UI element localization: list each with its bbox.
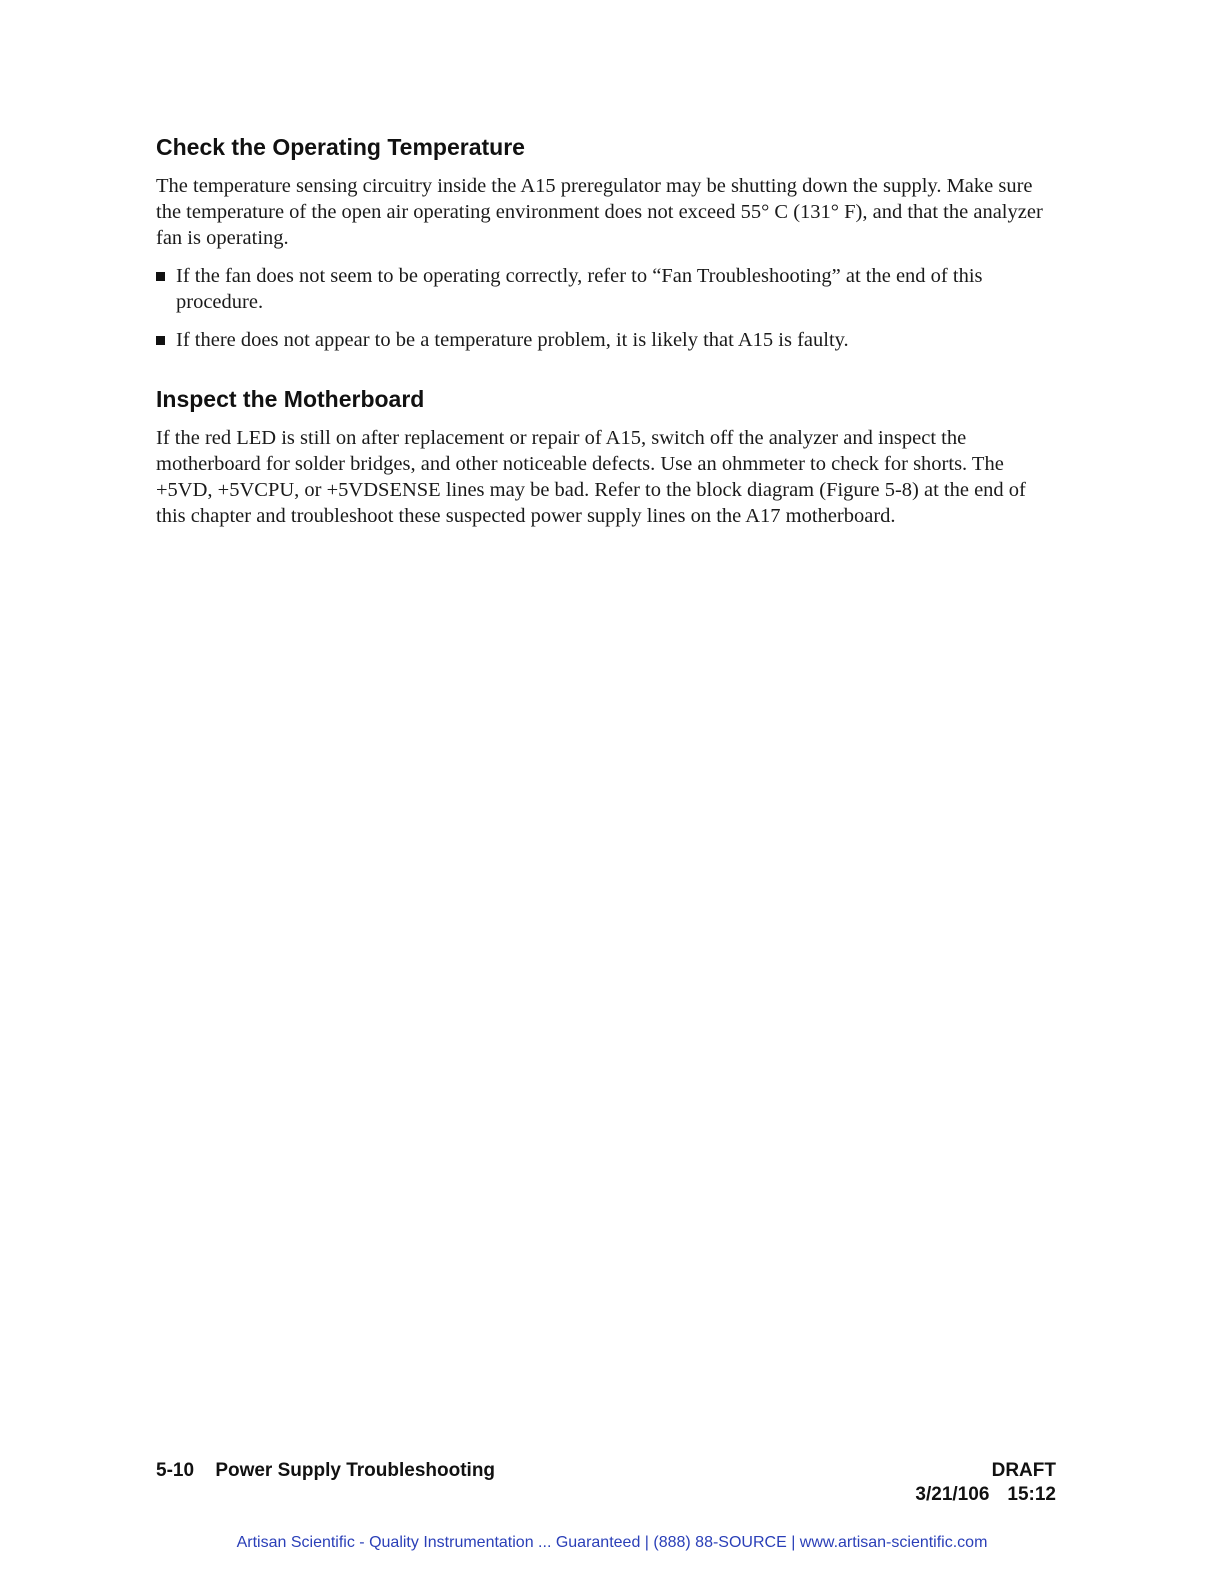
draft-date: 3/21/106: [915, 1484, 990, 1505]
bullet-item: [156, 327, 1056, 353]
bullet-item: [156, 263, 1056, 315]
draft-timestamp: [915, 1483, 1056, 1507]
bullet-list: [156, 263, 1056, 353]
section-heading: Inspect the Motherboard: [156, 386, 425, 412]
square-bullet-icon: [156, 272, 165, 281]
page-footer-left: [156, 1459, 495, 1483]
square-bullet-icon: [156, 336, 165, 345]
page-number: 5-10: [156, 1460, 195, 1481]
page-footer-right: [915, 1459, 1056, 1507]
section-operating-temperature: [156, 133, 1056, 353]
watermark-banner: Artisan Scientific - Quality Instrumentation ... Guaranteed | (888) 88-SOURCE | www.artisan-scientific.com: [236, 1534, 988, 1551]
bullet-text: If there does not appear to be a temperature problem, it is likely that A15 is faulty.: [176, 329, 849, 351]
draft-label: DRAFT: [991, 1460, 1056, 1481]
draft-time: 15:12: [1007, 1484, 1056, 1505]
section-paragraph: The temperature sensing circuitry inside the A15 preregulator may be shutting down the supply. Make sure the temperature of the open air operating environment does not exceed 55° C (131° F), and that the analyzer fan is operating.: [156, 175, 1043, 249]
section-heading: Check the Operating Temperature: [156, 134, 525, 160]
section-inspect-motherboard: [156, 385, 1056, 529]
bullet-text: If the fan does not seem to be operating correctly, refer to “Fan Troubleshooting” at the end of this procedure.: [176, 265, 983, 313]
chapter-title: Power Supply Troubleshooting: [215, 1460, 496, 1481]
section-paragraph: If the red LED is still on after replacement or repair of A15, switch off the analyzer and inspect the motherboard for solder bridges, and other noticeable defects. Use an ohmmeter to check for shorts. The +5VD, +5VCPU, or +5VDSENSE lines may be bad. Refer to the block diagram (Figure 5-8) at the end of this chapter and troubleshoot these suspected power supply lines on the A17 motherboard.: [156, 427, 1026, 527]
